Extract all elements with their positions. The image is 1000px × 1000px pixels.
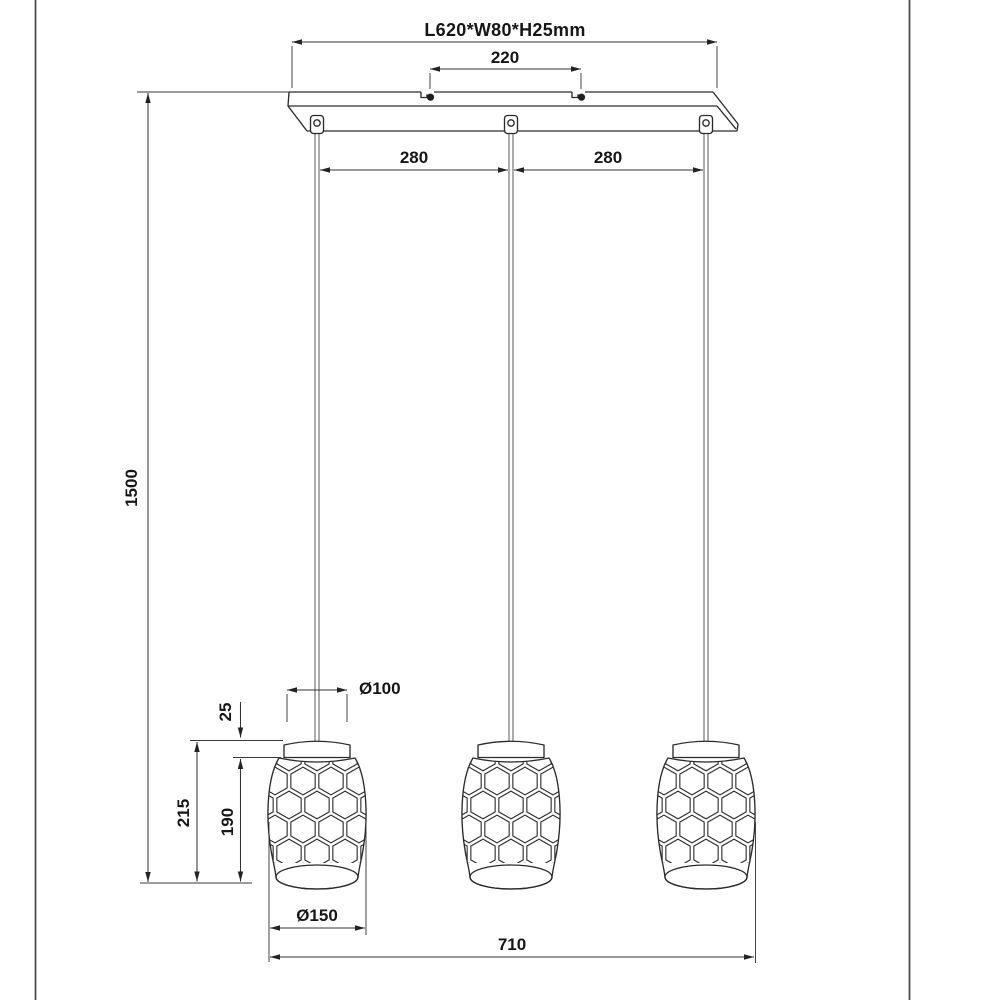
shade-pattern	[266, 757, 368, 863]
cable-right	[704, 133, 708, 742]
dim-label-cap-height: 25	[216, 702, 235, 722]
dim-label-suspension-height: 1500	[122, 469, 141, 507]
dim-keyhole-spacing	[430, 48, 581, 89]
cable-middle	[509, 133, 513, 742]
shade-pattern	[460, 757, 562, 863]
dim-cap-height	[190, 702, 283, 758]
dim-label-shade-body-height: 190	[218, 807, 237, 837]
dim-shade-total-height	[174, 742, 197, 882]
canopy-right-chamfer	[713, 92, 738, 131]
keyhole-slot-right	[572, 92, 585, 101]
shade-cap	[673, 741, 739, 757]
dim-label-shade-total-height: 215	[174, 798, 193, 828]
cable-bracket-middle	[505, 116, 518, 134]
pendant-shade-right	[655, 741, 757, 889]
dim-shade-top-diameter	[287, 679, 401, 722]
cable-bracket-left	[311, 116, 324, 134]
dim-pendant-spacing-left	[320, 148, 508, 170]
shade-cap	[284, 741, 350, 757]
keyhole-slot-left	[421, 92, 434, 101]
dim-label-canopy-size: L620*W80*H25mm	[424, 20, 586, 40]
dim-suspension-height	[122, 92, 289, 883]
ceiling-canopy	[288, 92, 738, 134]
canopy-left-chamfer	[288, 92, 307, 131]
shade-cap	[478, 741, 544, 757]
screw-icon	[427, 94, 434, 101]
dim-shade-body-height	[218, 759, 241, 882]
dim-label-pendant-spacing-right: 280	[593, 148, 623, 167]
cable-left	[315, 133, 319, 742]
dim-pendant-spacing-right	[514, 148, 703, 170]
dim-label-pendant-spacing-left: 280	[399, 148, 429, 167]
shade-pattern	[655, 757, 757, 863]
screw-icon	[578, 94, 585, 101]
suspension-cables	[315, 133, 708, 742]
dim-label-shade-max-diameter: Ø150	[296, 906, 338, 925]
dim-label-keyhole-spacing: 220	[490, 48, 520, 67]
dim-label-overall-width: 710	[497, 935, 527, 954]
pendant-shade-left	[266, 741, 368, 889]
dim-label-shade-top-diameter: Ø100	[359, 679, 401, 698]
pendant-shade-middle	[460, 741, 562, 889]
cable-bracket-right	[700, 116, 713, 134]
